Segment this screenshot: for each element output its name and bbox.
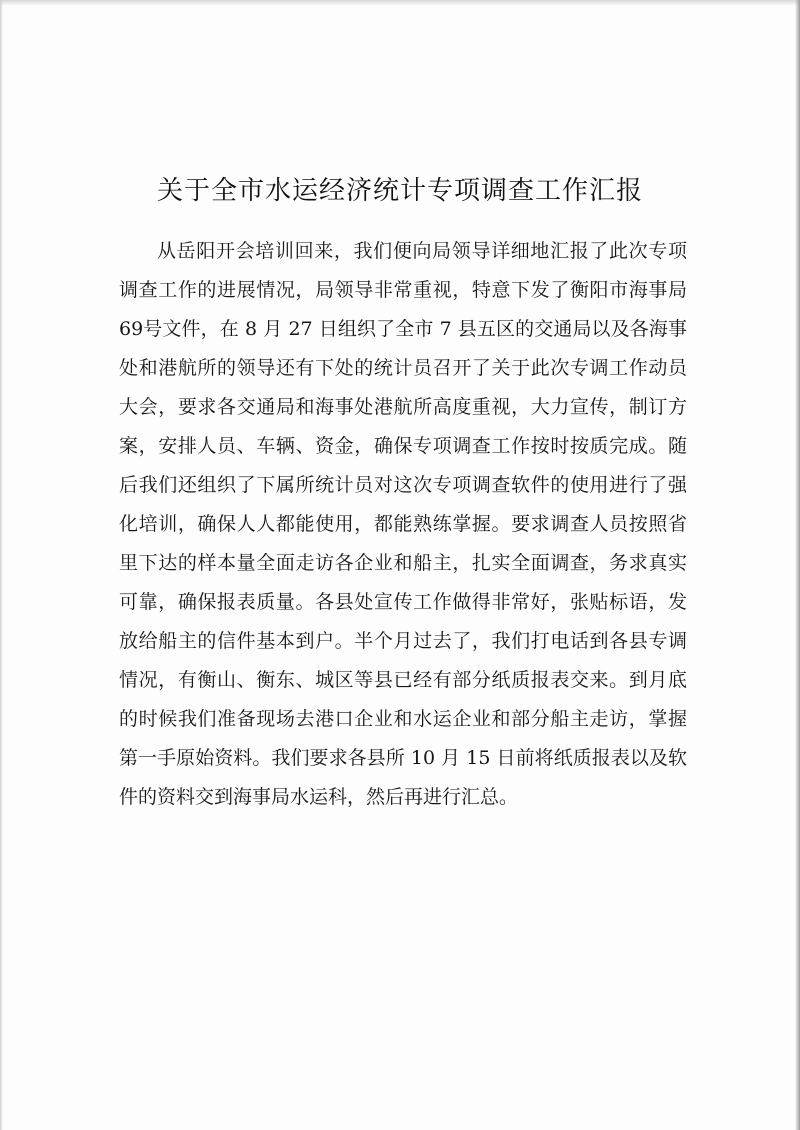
scan-shadow-top [0, 0, 800, 6]
report-paragraph: 从岳阳开会培训回来，我们便向局领导详细地汇报了此次专项调查工作的进展情况，局领导非常重视，特意下发了衡阳市海事局 69号文件，在 8 月 27 日组织了全市 7 县五区的交通局以及各海事处和港航所的领导还有下处的统计员召开了关于此次专调工作动员大会，要求各交通局和海事处港航所高度重视，大力宣传，制订方案，安排人员、车辆、资金，确保专项调查工作按时按质完成。随后我们还组织了下属所统计员对这次专项调查软件的使用进行了强化培训，确保人人都能使用，都能熟练掌握。要求调查人员按照省里下达的样本量全面走访各企业和船主，扎实全面调查，务求真实可靠，确保报表质量。各县处宣传工作做得非常好，张贴标语，发放给船主的信件基本到户。半个月过去了，我们打电话到各县专调情况，有衡山、衡东、城区等县已经有部分纸质报表交来。到月底的时候我们准备现场去港口企业和水运企业和部分船主走访，掌握第一手原始资料。我们要求各县所 10 月 15 日前将纸质报表以及软件的资料交到海事局水运科，然后再进行汇总。 [119, 240, 687, 808]
document-title: 关于全市水运经济统计专项调查工作汇报 [156, 176, 643, 206]
